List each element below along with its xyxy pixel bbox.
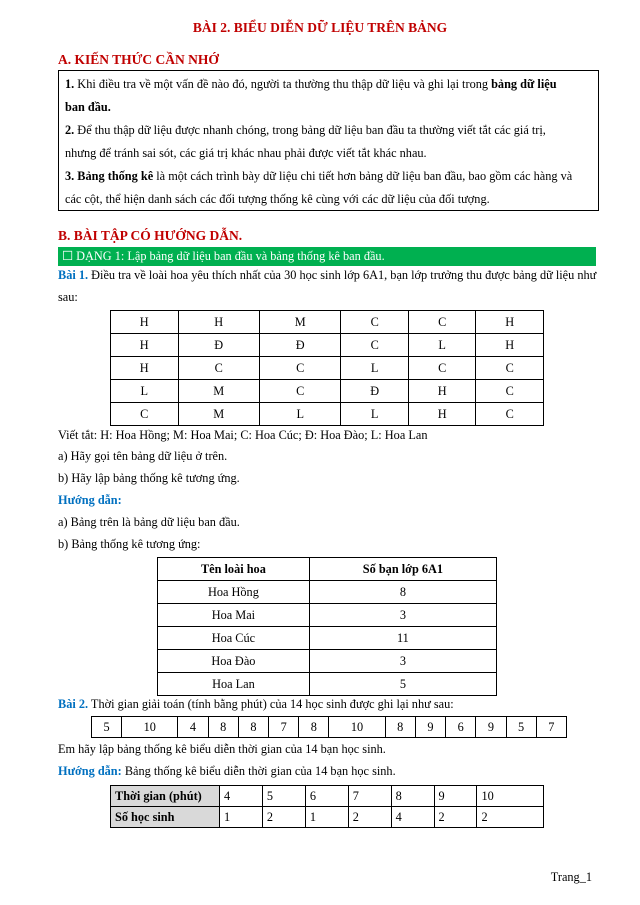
table-cell: 7: [348, 786, 391, 807]
table-cell: 2: [262, 807, 305, 828]
table-row: [111, 357, 544, 380]
column-header: Tên loài hoa: [158, 558, 310, 581]
table-row: [158, 650, 497, 673]
answer-a: a) Bảng trên là bảng dữ liệu ban đầu.: [58, 515, 240, 529]
time-data-table: [91, 716, 567, 738]
table-cell: C: [178, 357, 259, 380]
table-cell: Hoa Mai: [158, 604, 310, 627]
knowledge-p1-line2: ban đầu.: [65, 100, 111, 114]
table-cell: 8: [309, 581, 496, 604]
table-cell: 4: [220, 786, 263, 807]
type-banner: ☐ DẠNG 1: Lập bảng dữ liệu ban đầu và bảng thống kê ban đầu.: [58, 247, 596, 266]
table-cell: C: [476, 380, 544, 403]
question-b: b) Hãy lập bảng thống kê tương ứng.: [58, 471, 240, 485]
table-cell: 6: [446, 717, 476, 738]
table-row: [158, 604, 497, 627]
table-cell: 6: [305, 786, 348, 807]
table-cell: L: [341, 403, 409, 426]
table-cell: 7: [269, 717, 299, 738]
table-row: [111, 807, 544, 828]
table-row: [92, 717, 567, 738]
table-row: [158, 581, 497, 604]
table-cell: 1: [305, 807, 348, 828]
flower-stat-table: [157, 557, 497, 696]
time-stat-table: [110, 785, 544, 828]
knowledge-p3-line2: các cột, thể hiện danh sách các đối tượng thống kê cùng với các dữ liệu của đối tượng.: [65, 192, 490, 206]
table-cell: 4: [391, 807, 434, 828]
table-cell: C: [476, 357, 544, 380]
table-row: [158, 673, 497, 696]
table-cell: 8: [208, 717, 238, 738]
table-cell: 4: [178, 717, 208, 738]
table-cell: Hoa Đào: [158, 650, 310, 673]
table-cell: 2: [348, 807, 391, 828]
bai1-question: Bài 1. Điều tra về loài hoa yêu thích nhất của 30 học sinh lớp 6A1, bạn lớp trưởng thu được bảng dữ liệu như: [58, 268, 597, 282]
table-cell: H: [111, 357, 179, 380]
table-cell: H: [408, 403, 476, 426]
knowledge-p1: 1. Khi điều tra về một vấn đề nào đó, người ta thường thu thập dữ liệu và ghi lại trong bảng dữ liệu: [65, 77, 557, 91]
table-row: [111, 380, 544, 403]
table-cell: H: [476, 311, 544, 334]
table-cell: C: [111, 403, 179, 426]
table-cell: M: [178, 380, 259, 403]
table-cell: 3: [309, 604, 496, 627]
column-header: Số bạn lớp 6A1: [309, 558, 496, 581]
question-a: a) Hãy gọi tên bảng dữ liệu ở trên.: [58, 449, 228, 463]
table-row: [111, 334, 544, 357]
answer-b: b) Bảng thống kê tương ứng:: [58, 537, 201, 551]
table-cell: 10: [477, 786, 544, 807]
table-cell: C: [259, 357, 340, 380]
table-cell: 9: [476, 717, 506, 738]
table-cell: Hoa Hồng: [158, 581, 310, 604]
section-a-heading: A. KIẾN THỨC CẦN NHỚ: [58, 52, 219, 67]
table-cell: 11: [309, 627, 496, 650]
knowledge-p3: 3. Bảng thống kê là một cách trình bày dữ liệu chi tiết hơn bảng dữ liệu ban đầu, bao gồm các hàng và: [65, 169, 573, 183]
table-cell: Hoa Lan: [158, 673, 310, 696]
row-header: Số học sinh: [111, 807, 220, 828]
table-cell: L: [341, 357, 409, 380]
section-b-heading: B. BÀI TẬP CÓ HƯỚNG DẪN.: [58, 228, 243, 243]
bai2-guide: Hướng dẫn: Bảng thống kê biểu diễn thời gian của 14 bạn học sinh.: [58, 764, 396, 778]
table-cell: H: [111, 311, 179, 334]
table-row: [111, 786, 544, 807]
table-cell: 2: [477, 807, 544, 828]
table-cell: 1: [220, 807, 263, 828]
page-number: Trang_1: [550, 870, 592, 884]
table-cell: 10: [122, 717, 178, 738]
table-cell: M: [259, 311, 340, 334]
table-cell: 9: [434, 786, 477, 807]
bai2-question: Bài 2. Thời gian giải toán (tính bằng phút) của 14 học sinh được ghi lại như sau:: [58, 697, 454, 711]
table-cell: 8: [299, 717, 329, 738]
table-cell: C: [476, 403, 544, 426]
table-cell: L: [259, 403, 340, 426]
table-cell: H: [408, 380, 476, 403]
table-cell: L: [111, 380, 179, 403]
table-cell: 9: [415, 717, 445, 738]
table-cell: 8: [385, 717, 415, 738]
bai2-task: Em hãy lập bảng thống kê biểu diễn thời gian của 14 bạn học sinh.: [58, 742, 386, 756]
table-cell: Hoa Cúc: [158, 627, 310, 650]
table-cell: H: [111, 334, 179, 357]
table-cell: 7: [536, 717, 566, 738]
raw-data-table: [110, 310, 544, 426]
table-cell: C: [408, 311, 476, 334]
table-header-row: [158, 558, 497, 581]
table-cell: Đ: [341, 380, 409, 403]
table-cell: Đ: [259, 334, 340, 357]
table-cell: H: [476, 334, 544, 357]
knowledge-box: [58, 70, 599, 211]
row-header: Thời gian (phút): [111, 786, 220, 807]
table-cell: 5: [92, 717, 122, 738]
checkbox-icon: ☐: [62, 249, 74, 263]
table-cell: C: [341, 311, 409, 334]
table-cell: 5: [262, 786, 305, 807]
knowledge-p2: 2. Để thu thập dữ liệu được nhanh chóng, trong bảng dữ liệu ban đầu ta thường viết tắt các giá trị,: [65, 123, 546, 137]
table-row: [111, 403, 544, 426]
table-cell: L: [408, 334, 476, 357]
table-cell: 2: [434, 807, 477, 828]
table-cell: C: [408, 357, 476, 380]
table-cell: M: [178, 403, 259, 426]
table-cell: 8: [391, 786, 434, 807]
bai1-question-line2: sau:: [58, 290, 78, 304]
table-cell: Đ: [178, 334, 259, 357]
page-title: BÀI 2. BIỂU DIỄN DỮ LIỆU TRÊN BẢNG: [192, 20, 448, 35]
abbreviation-note: Viết tắt: H: Hoa Hồng; M: Hoa Mai; C: Hoa Cúc; Đ: Hoa Đào; L: Hoa Lan: [58, 428, 428, 442]
table-cell: 5: [309, 673, 496, 696]
table-cell: C: [341, 334, 409, 357]
table-cell: C: [259, 380, 340, 403]
bai1-guide-heading: Hướng dẫn:: [58, 493, 122, 507]
table-cell: 5: [506, 717, 536, 738]
table-cell: 10: [329, 717, 385, 738]
knowledge-p2-line2: nhưng để tránh sai sót, các giá trị khác nhau phải được viết tắt khác nhau.: [65, 146, 427, 160]
table-cell: H: [178, 311, 259, 334]
table-row: [111, 311, 544, 334]
table-cell: 3: [309, 650, 496, 673]
table-row: [158, 627, 497, 650]
table-cell: 8: [238, 717, 268, 738]
